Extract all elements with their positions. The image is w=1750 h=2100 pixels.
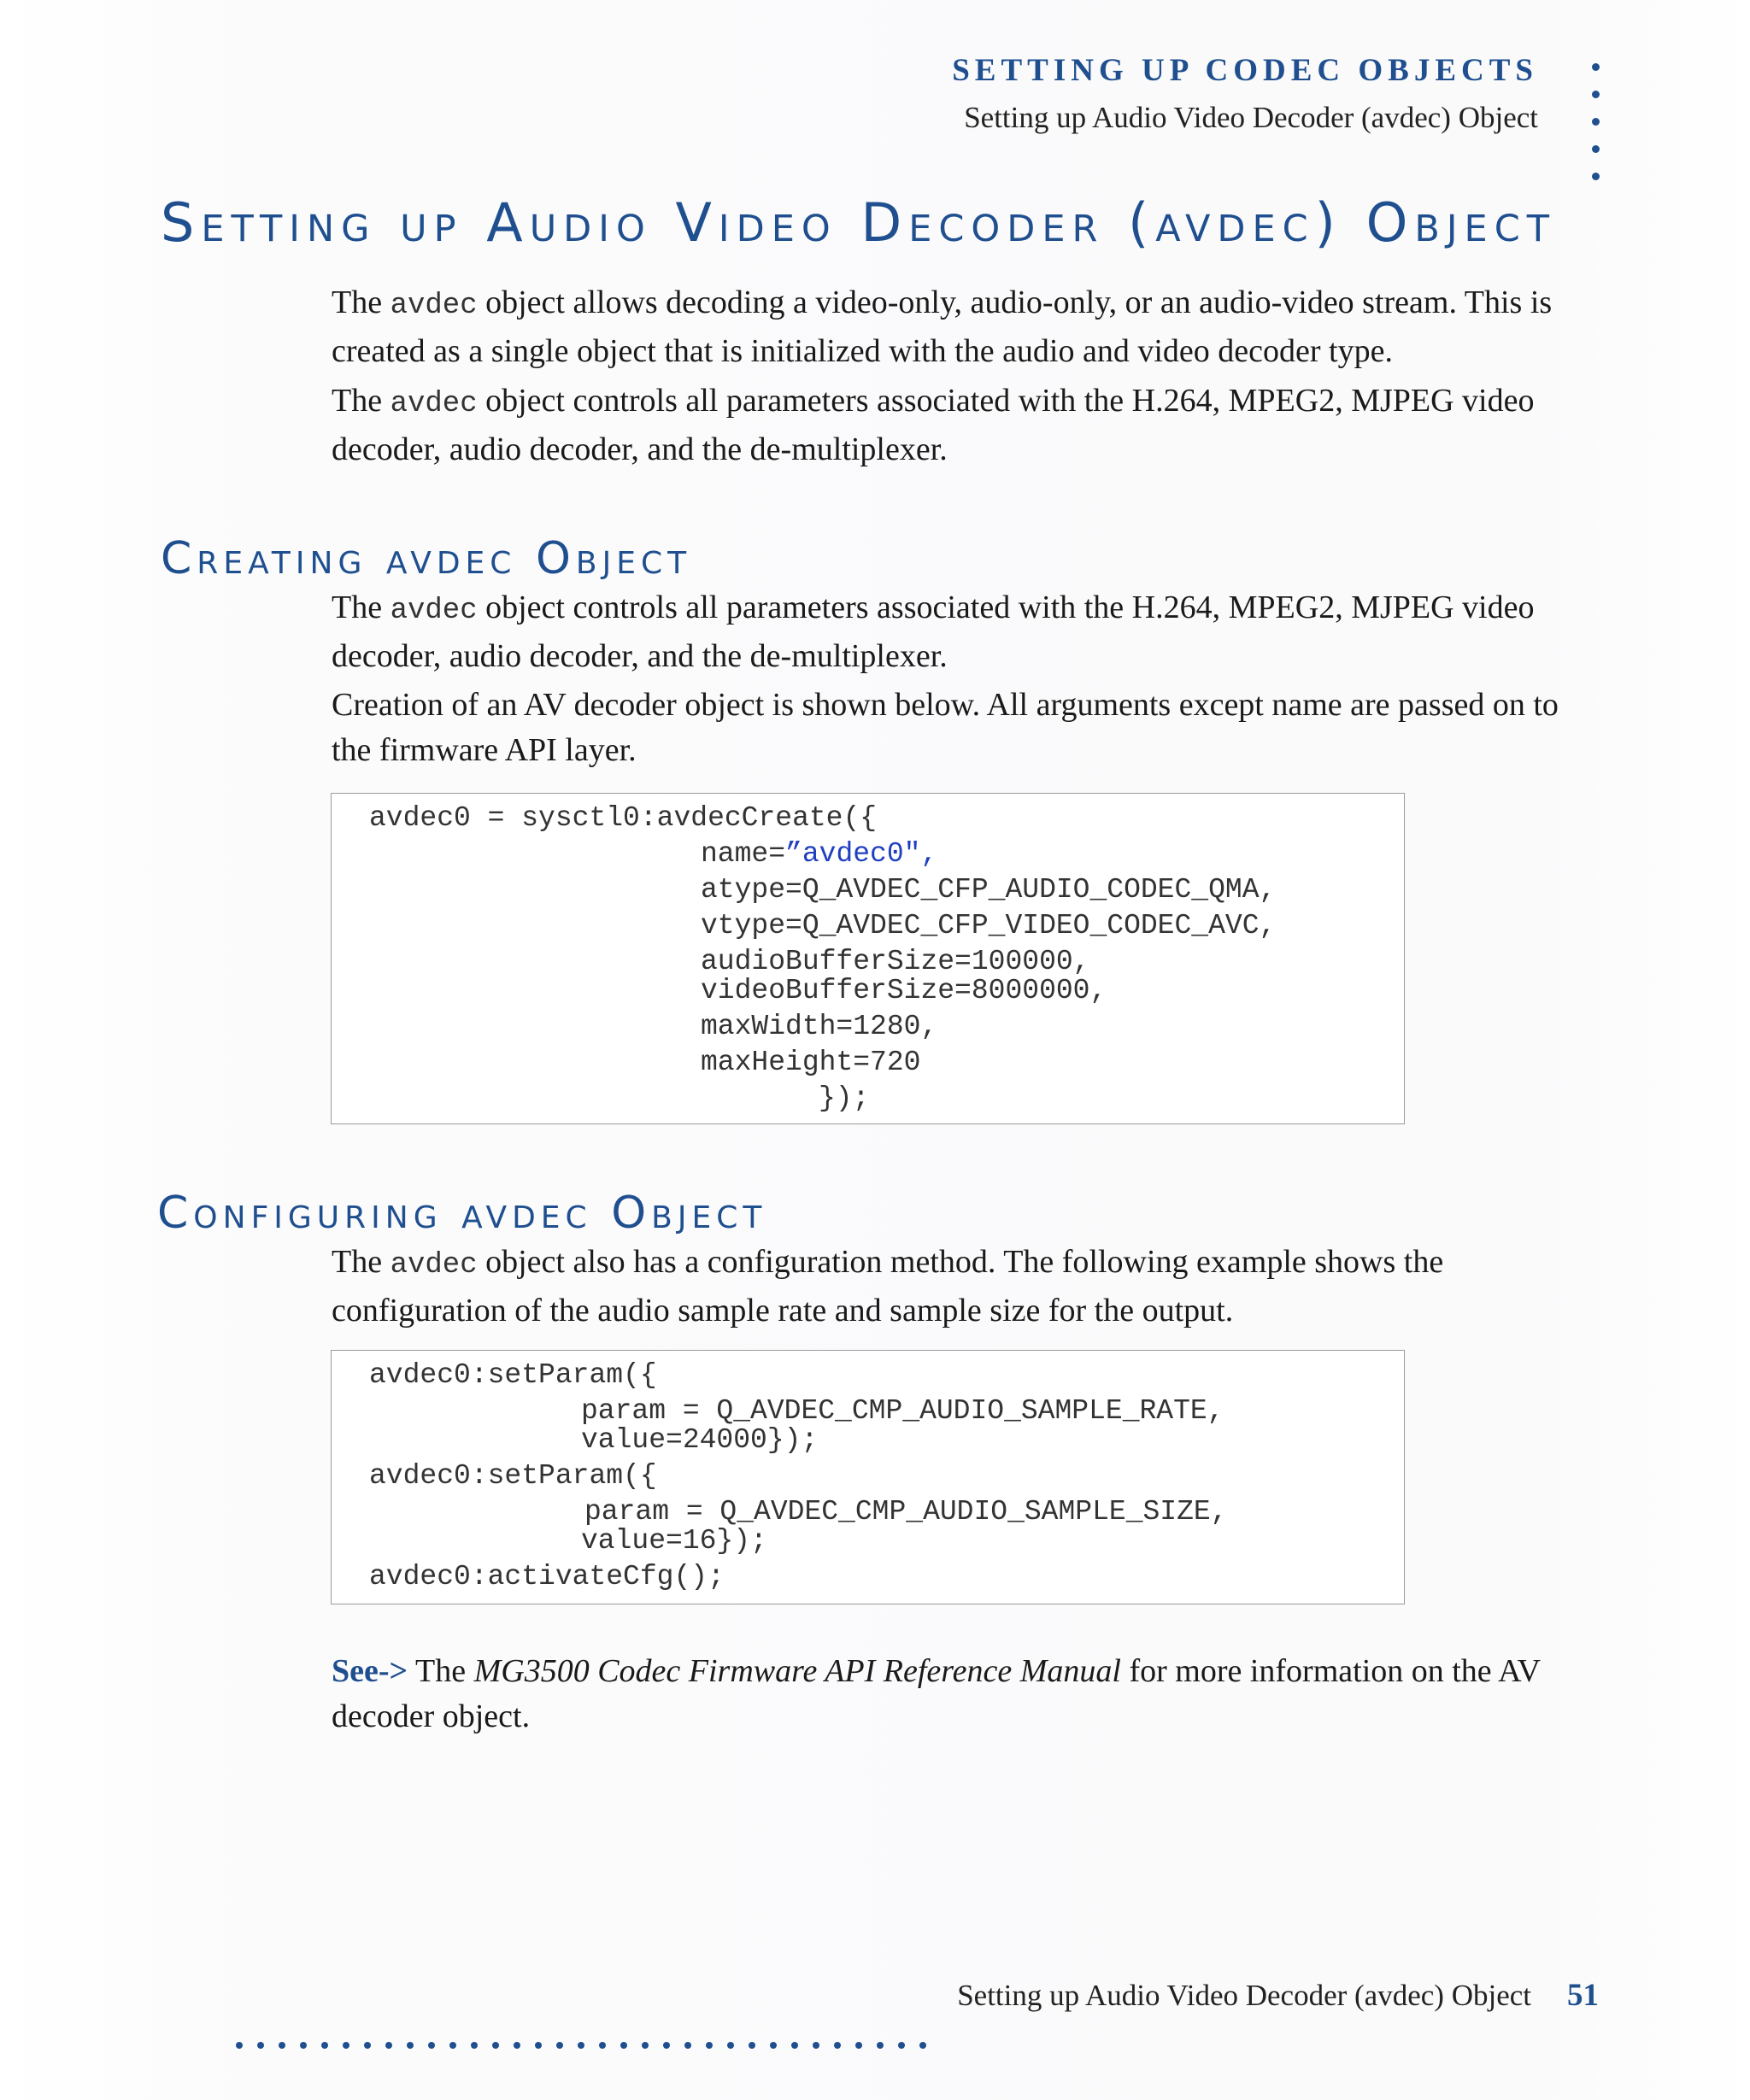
code-line: value=24000}); bbox=[581, 1424, 819, 1456]
section-heading-creating: Creating avdec Object bbox=[161, 533, 692, 584]
code-line: maxHeight=720 bbox=[701, 1047, 921, 1078]
code-line: vtype=Q_AVDEC_CFP_VIDEO_CODEC_AVC, bbox=[701, 910, 1277, 941]
section-heading-configuring: Configuring avdec Object bbox=[157, 1188, 767, 1239]
code-line: }); bbox=[819, 1082, 870, 1114]
intro-paragraph-2: The avdec object controls all parameters associated with the H.264, MPEG2, MJPEG video decoder, audio decoder, and the de-multiplexer. bbox=[332, 383, 1535, 467]
see-label: See-> bbox=[332, 1653, 408, 1689]
code-line: value=16}); bbox=[581, 1525, 767, 1557]
page-number: 51 bbox=[1567, 1978, 1599, 2013]
code-block-config bbox=[331, 1350, 1405, 1604]
creating-paragraph-1: The avdec object controls all parameters associated with the H.264, MPEG2, MJPEG video decoder, audio decoder, and the de-multiplexer. bbox=[332, 590, 1535, 674]
page-title: Setting up Audio Video Decoder (avdec) Object bbox=[161, 191, 1557, 254]
inline-code: avdec bbox=[390, 595, 478, 627]
page-footer bbox=[957, 1977, 1599, 2014]
inline-code: avdec bbox=[390, 388, 478, 420]
code-line: avdec0:activateCfg(); bbox=[369, 1561, 725, 1593]
inline-code: avdec bbox=[390, 290, 478, 322]
code-line: name=”avdec0", bbox=[701, 838, 938, 870]
code-line: atype=Q_AVDEC_CFP_AUDIO_CODEC_QMA, bbox=[701, 874, 1277, 906]
code-line: avdec0:setParam({ bbox=[369, 1460, 657, 1492]
code-line: param = Q_AVDEC_CMP_AUDIO_SAMPLE_RATE, bbox=[581, 1395, 1224, 1427]
configuring-paragraph-1: The avdec object also has a configuration method. The following example shows the configuration of the audio sample rate and sample size for the output. bbox=[332, 1244, 1444, 1329]
footer-title: Setting up Audio Video Decoder (avdec) Object bbox=[957, 1979, 1531, 2012]
inline-code: avdec bbox=[390, 1249, 478, 1282]
code-block-create bbox=[331, 793, 1405, 1124]
code-line: avdec0:setParam({ bbox=[369, 1359, 657, 1391]
vertical-dot-ornament bbox=[1592, 63, 1604, 200]
running-header-section: SETTING UP CODEC OBJECTS bbox=[952, 53, 1538, 88]
running-header-subsection: Setting up Audio Video Decoder (avdec) Object bbox=[964, 101, 1538, 134]
horizontal-dot-ornament bbox=[236, 2038, 941, 2046]
code-line: avdec0 = sysctl0:avdecCreate({ bbox=[369, 802, 878, 834]
see-also-note: See-> The MG3500 Codec Firmware API Reference Manual for more information on the AV decoder object. bbox=[332, 1653, 1541, 1734]
creating-paragraph-2: Creation of an AV decoder object is shown below. All arguments except name are passed on to the firmware API layer. bbox=[332, 687, 1559, 768]
reference-manual-title: MG3500 Codec Firmware API Reference Manual bbox=[473, 1653, 1121, 1689]
code-line: videoBufferSize=8000000, bbox=[701, 975, 1107, 1006]
code-line: param = Q_AVDEC_CMP_AUDIO_SAMPLE_SIZE, bbox=[584, 1496, 1228, 1528]
code-line: maxWidth=1280, bbox=[701, 1011, 938, 1042]
code-line: audioBufferSize=100000, bbox=[701, 946, 1090, 977]
running-header bbox=[952, 50, 1538, 140]
intro-paragraph-1: The avdec object allows decoding a video-only, audio-only, or an audio-video stream. This is created as a single object that is initialized with the audio and video decoder type. bbox=[332, 284, 1553, 369]
